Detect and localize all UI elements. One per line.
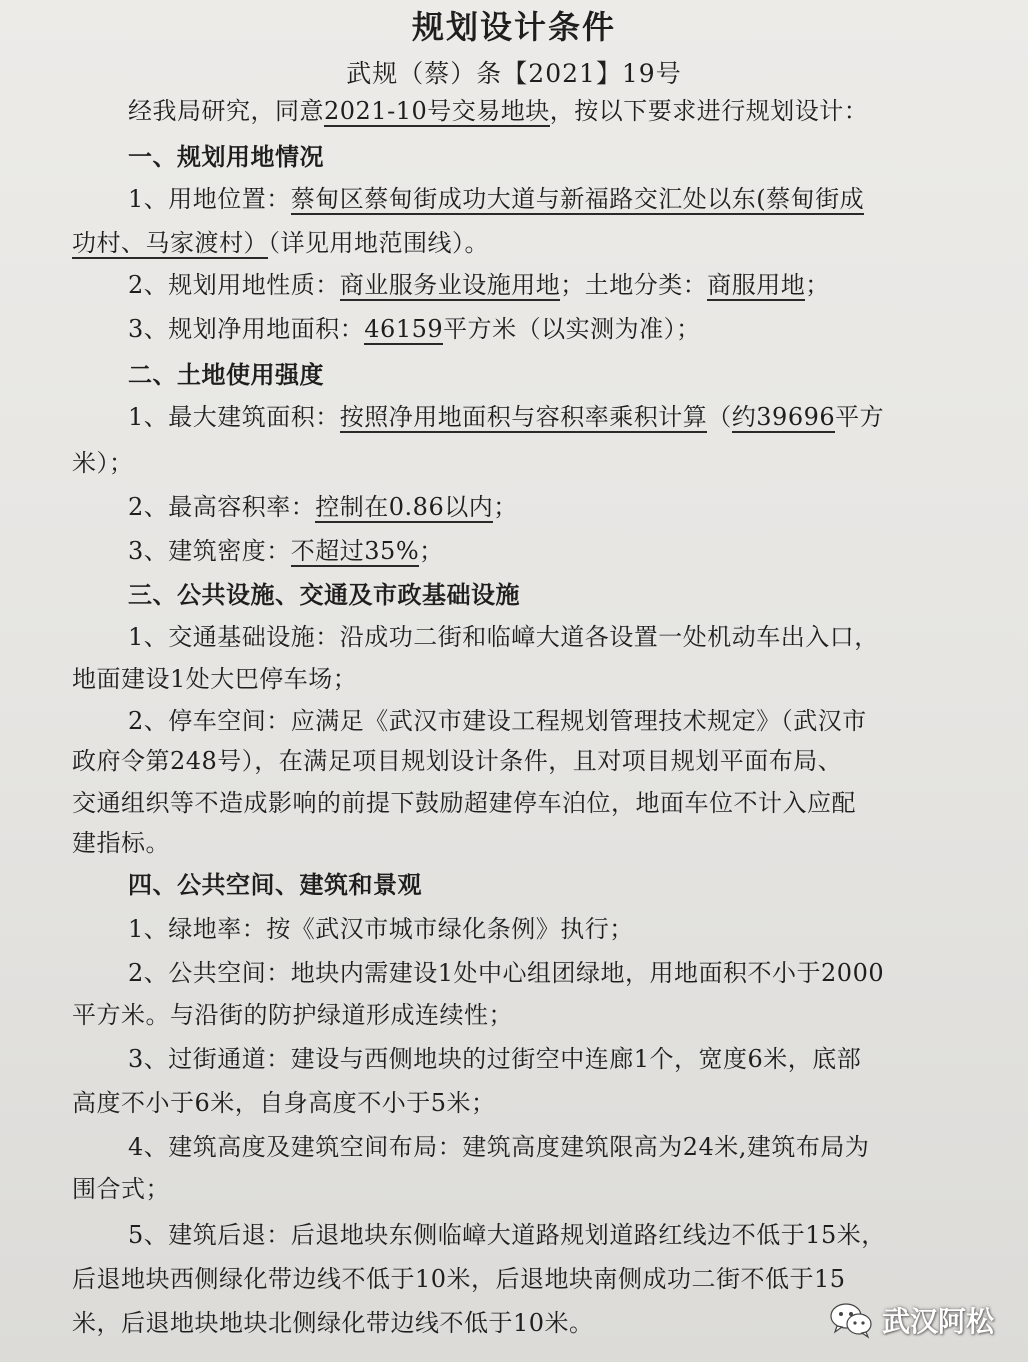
s4-item3-line2: 高度不小于6米，自身高度不小于5米； bbox=[72, 1089, 496, 1117]
s4-item4-line2: 围合式； bbox=[72, 1175, 170, 1203]
s4-item1: 1、绿地率：按《武汉市城市绿化条例》执行； bbox=[128, 915, 634, 943]
document-number: 武规（蔡）条【2021】19号 bbox=[346, 59, 682, 88]
s2-item1-line2: 米）； bbox=[72, 449, 134, 477]
s3-item2-line3: 交通组织等不造成影响的前提下鼓励超建停车泊位，地面车位不计入应配 bbox=[72, 789, 856, 817]
s2-item1-line1: 1、最大建筑面积：按照净用地面积与容积率乘积计算（约39696平方 bbox=[128, 403, 885, 431]
section-2-heading: 二、土地使用强度 bbox=[128, 361, 324, 389]
s1-item3: 3、规划净用地面积：46159平方米（以实测为准）； bbox=[128, 315, 701, 343]
section-1-heading: 一、规划用地情况 bbox=[128, 143, 324, 171]
s3-item1-line2: 地面建设1处大巴停车场； bbox=[72, 665, 358, 693]
s1-item1-line2: 功村、马家渡村）（详见用地范围线）。 bbox=[72, 229, 489, 257]
s1-item2: 2、规划用地性质：商业服务业设施用地；土地分类：商服用地； bbox=[128, 271, 830, 299]
s4-item5-line3: 米，后退地块地块北侧绿化带边线不低于10米。 bbox=[72, 1309, 594, 1337]
document-title: 规划设计条件 bbox=[411, 8, 616, 46]
s3-item2-line4: 建指标。 bbox=[72, 829, 170, 857]
s2-item3: 3、建筑密度：不超过35%； bbox=[128, 537, 444, 565]
watermark-text: 武汉阿松 bbox=[881, 1305, 994, 1338]
section-4-heading: 四、公共空间、建筑和景观 bbox=[128, 871, 422, 899]
s4-item3-line1: 3、过街通道：建设与西侧地块的过街空中连廊1个，宽度6米，底部 bbox=[128, 1045, 862, 1073]
s3-item2-line2: 政府令第248号），在满足项目规划设计条件，且对项目规划平面布局、 bbox=[72, 747, 843, 775]
s4-item2-line2: 平方米。与沿街的防护绿道形成连续性； bbox=[72, 1001, 513, 1029]
s2-item2: 2、最高容积率：控制在0.86以内； bbox=[128, 493, 518, 521]
s4-item4-line1: 4、建筑高度及建筑空间布局：建筑高度建筑限高为24米,建筑布局为 bbox=[128, 1133, 870, 1161]
section-3-heading: 三、公共设施、交通及市政基础设施 bbox=[128, 581, 520, 609]
s4-item5-line2: 后退地块西侧绿化带边线不低于10米，后退地块南侧成功二街不低于15 bbox=[72, 1265, 846, 1293]
s3-item2-line1: 2、停车空间：应满足《武汉市建设工程规划管理技术规定》（武汉市 bbox=[128, 707, 867, 735]
s4-item2-line1: 2、公共空间：地块内需建设1处中心组团绿地，用地面积不小于2000 bbox=[128, 959, 885, 987]
watermark bbox=[828, 1300, 994, 1340]
s4-item5-line1: 5、建筑后退：后退地块东侧临嶂大道路规划道路红线边不低于15米， bbox=[128, 1221, 886, 1249]
s1-item1-line1: 1、用地位置：蔡甸区蔡甸街成功大道与新福路交汇处以东(蔡甸街成 bbox=[128, 185, 865, 213]
wechat-icon bbox=[828, 1300, 874, 1340]
intro-line: 经我局研究，同意2021-10号交易地块，按以下要求进行规划设计： bbox=[128, 97, 869, 125]
s3-item1-line1: 1、交通基础设施：沿成功二街和临嶂大道各设置一处机动车出入口， bbox=[128, 623, 879, 651]
